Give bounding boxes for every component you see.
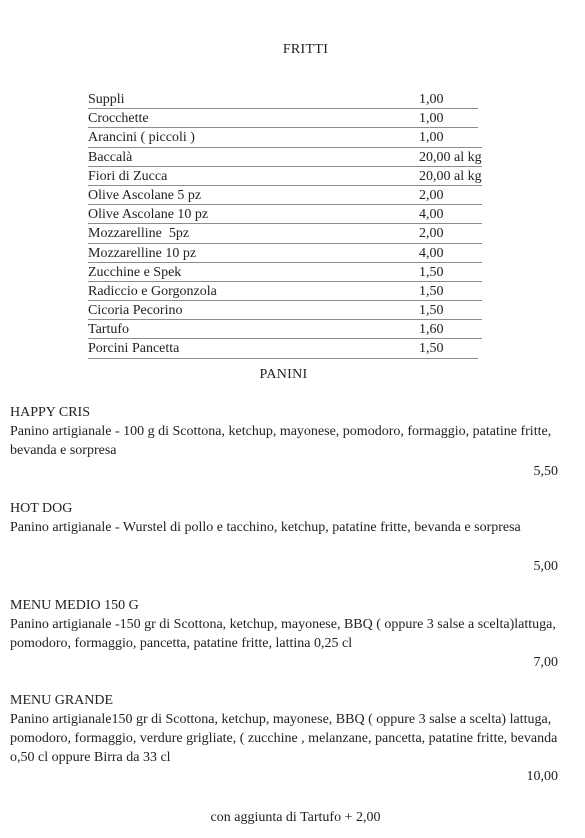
panino-description: Panino artigianale150 gr di Scottona, ketchup, mayonese, BBQ ( oppure 3 salse a scelta) lattuga, pomodoro, formaggio, verdure grigliate, ( zucchine , melanzane, pancetta, patatine fritte, bevanda o,50 cl oppure Birra da 33 cl <box>10 712 558 765</box>
panino-title: HAPPY CRIS <box>10 405 91 420</box>
panino-price: 10,00 <box>526 769 558 784</box>
list-item <box>88 186 482 205</box>
panino-title: MENU GRANDE <box>10 693 114 708</box>
list-item <box>88 148 482 167</box>
list-item <box>88 109 478 128</box>
list-item <box>88 128 482 147</box>
panino-title: MENU MEDIO 150 G <box>10 598 139 613</box>
panino-menu-grande <box>10 691 570 784</box>
list-item <box>88 263 482 282</box>
item-price: 1,50 <box>419 264 444 280</box>
panino-price: 5,50 <box>533 464 558 479</box>
panino-price: 7,00 <box>533 655 558 670</box>
list-item <box>88 167 482 186</box>
list-item <box>88 282 482 301</box>
item-price: 2,00 <box>419 226 444 242</box>
list-item <box>88 224 482 243</box>
item-name: Radiccio e Gorgonzola <box>88 283 217 299</box>
item-name: Mozzarelline 10 pz <box>88 245 197 261</box>
item-name: Baccalà <box>88 149 133 165</box>
item-price: 2,00 <box>419 187 444 203</box>
item-price: 1,60 <box>419 322 444 338</box>
list-item <box>88 301 482 320</box>
fritti-price-list <box>88 90 482 359</box>
panino-description: Panino artigianale - Wurstel di pollo e tacchino, ketchup, patatine fritte, bevanda e sorpresa <box>10 520 521 535</box>
item-name: Porcini Pancetta <box>88 341 180 357</box>
panino-happy-cris <box>10 403 570 479</box>
panino-description: Panino artigianale - 100 g di Scottona, ketchup, mayonese, pomodoro, formaggio, patatine fritte, bevanda e sorpresa <box>10 424 552 458</box>
item-name: Crocchette <box>88 111 149 127</box>
fritti-heading: FRITTI <box>282 42 329 57</box>
panini-heading: PANINI <box>259 367 308 382</box>
item-name: Suppli <box>88 92 125 107</box>
item-name: Fiori di Zucca <box>88 168 168 184</box>
item-name: Arancini ( piccoli ) <box>88 130 195 146</box>
item-name: Zucchine e Spek <box>88 264 182 280</box>
item-price: 20,00 al kg <box>419 168 482 184</box>
panino-description: Panino artigianale -150 gr di Scottona, ketchup, mayonese, BBQ ( oppure 3 salse a scelta)lattuga, pomodoro, formaggio, pancetta, patatine fritte, lattina 0,25 cl <box>10 617 556 651</box>
list-item <box>88 205 482 224</box>
panino-menu-medio <box>10 596 570 670</box>
panino-hot-dog <box>10 499 570 574</box>
panino-price: 5,00 <box>533 559 558 574</box>
item-price: 1,50 <box>419 303 444 319</box>
item-name: Olive Ascolane 10 pz <box>88 207 209 223</box>
item-price: 1,00 <box>419 130 444 146</box>
list-item <box>88 90 478 109</box>
item-price: 4,00 <box>419 245 444 261</box>
item-price: 20,00 al kg <box>419 149 482 165</box>
item-price: 1,50 <box>419 341 444 357</box>
item-price: 1,00 <box>419 111 444 127</box>
item-name: Mozzarelline 5pz <box>88 226 190 242</box>
item-price: 1,00 <box>419 92 444 107</box>
panino-title: HOT DOG <box>10 501 73 516</box>
item-name: Cicoria Pecorino <box>88 303 183 319</box>
item-name: Tartufo <box>88 322 130 338</box>
list-item <box>88 244 482 263</box>
list-item <box>88 339 478 358</box>
item-name: Olive Ascolane 5 pz <box>88 187 202 203</box>
list-item <box>88 320 482 339</box>
footer-note: con aggiunta di Tartufo + 2,00 <box>210 810 381 825</box>
item-price: 1,50 <box>419 283 444 299</box>
item-price: 4,00 <box>419 207 444 223</box>
